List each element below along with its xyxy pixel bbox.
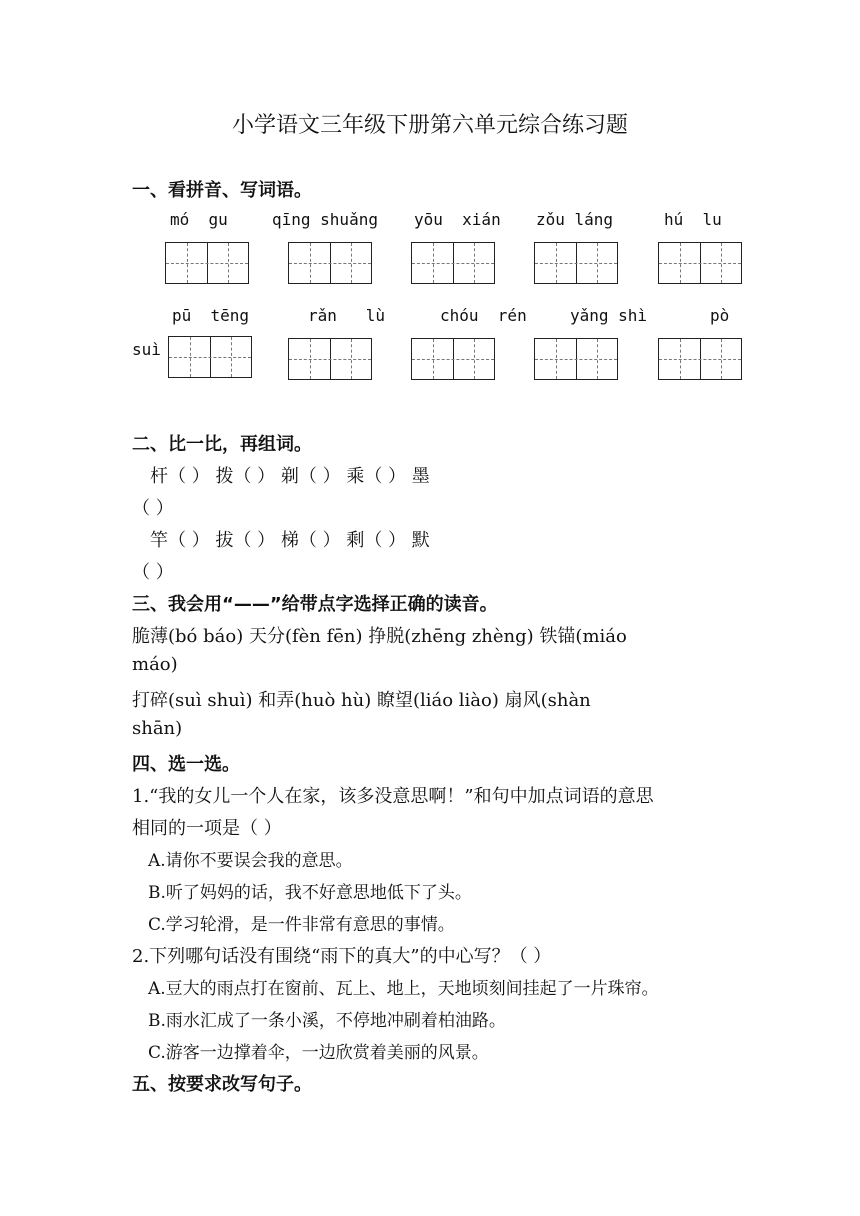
reading-line-1-cont: máo) [132, 654, 178, 675]
question-1-line-1: 1.“我的女儿一个人在家，该多没意思啊！”和句中加点词语的意思 [132, 786, 654, 807]
question-2-line-1: 2.下列哪句话没有围绕“雨下的真大”的中心写？（ ） [132, 946, 552, 967]
question-1-option-a: A.请你不要误会我的意思。 [148, 851, 353, 871]
section-2-heading: 二、比一比，再组词。 [132, 434, 312, 455]
pinyin-2-1: pū tēng [172, 306, 250, 325]
pinyin-1-1: mó gu [170, 210, 228, 229]
writing-grid[interactable] [165, 242, 249, 284]
compare-line-1-cont: （ ） [132, 498, 174, 519]
writing-grid[interactable] [534, 242, 618, 284]
pinyin-1-3: yōu xián [414, 210, 501, 229]
writing-grid[interactable] [411, 338, 495, 380]
reading-line-2-cont: shān) [132, 718, 183, 739]
writing-grid[interactable] [288, 338, 372, 380]
section-4-heading: 四、选一选。 [132, 754, 240, 775]
section-5-heading: 五、按要求改写句子。 [132, 1074, 312, 1095]
writing-grid[interactable] [168, 336, 252, 378]
reading-line-2: 打碎(suì shuì) 和弄(huò hù) 瞭望(liáo liào) 扇风(shàn [132, 690, 591, 711]
pinyin-1-4: zǒu láng [536, 210, 614, 229]
section-3-heading: 三、我会用“——”给带点字选择正确的读音。 [132, 594, 498, 615]
question-1-line-2: 相同的一项是（ ） [132, 818, 282, 839]
pinyin-1-2: qīng shuǎng [272, 210, 378, 229]
compare-line-2: 竿（ ） 拔（ ） 梯（ ） 剩（ ） 默 [150, 530, 430, 551]
compare-line-1: 杆（ ） 拨（ ） 剃（ ） 乘（ ） 墨 [150, 466, 430, 487]
question-1-option-c: C.学习轮滑，是一件非常有意思的事情。 [148, 915, 455, 935]
writing-grid[interactable] [658, 242, 742, 284]
writing-grid[interactable] [288, 242, 372, 284]
pinyin-1-5: hú lu [664, 210, 722, 229]
pinyin-2-5-cont: suì [132, 340, 161, 359]
writing-grid[interactable] [411, 242, 495, 284]
pinyin-2-5: pò [710, 306, 730, 325]
question-2-option-b: B.雨水汇成了一条小溪，不停地冲刷着柏油路。 [148, 1011, 506, 1031]
pinyin-2-2: rǎn lù [308, 306, 386, 325]
question-2-option-c: C.游客一边撑着伞，一边欣赏着美丽的风景。 [148, 1043, 489, 1063]
question-2-option-a: A.豆大的雨点打在窗前、瓦上、地上，天地顷刻间挂起了一片珠帘。 [148, 979, 659, 999]
pinyin-2-3: chóu rén [440, 306, 527, 325]
writing-grid[interactable] [534, 338, 618, 380]
compare-line-2-cont: （ ） [132, 562, 174, 583]
pinyin-2-4: yǎng shì [570, 306, 648, 325]
writing-grid[interactable] [658, 338, 742, 380]
reading-line-1: 脆薄(bó báo) 天分(fèn fēn) 挣脱(zhēng zhèng) 铁锚(miáo [132, 626, 627, 647]
question-1-option-b: B.听了妈妈的话，我不好意思地低下了头。 [148, 883, 472, 903]
section-1-heading: 一、看拼音、写词语。 [132, 180, 312, 201]
page-title: 小学语文三年级下册第六单元综合练习题 [231, 113, 628, 138]
